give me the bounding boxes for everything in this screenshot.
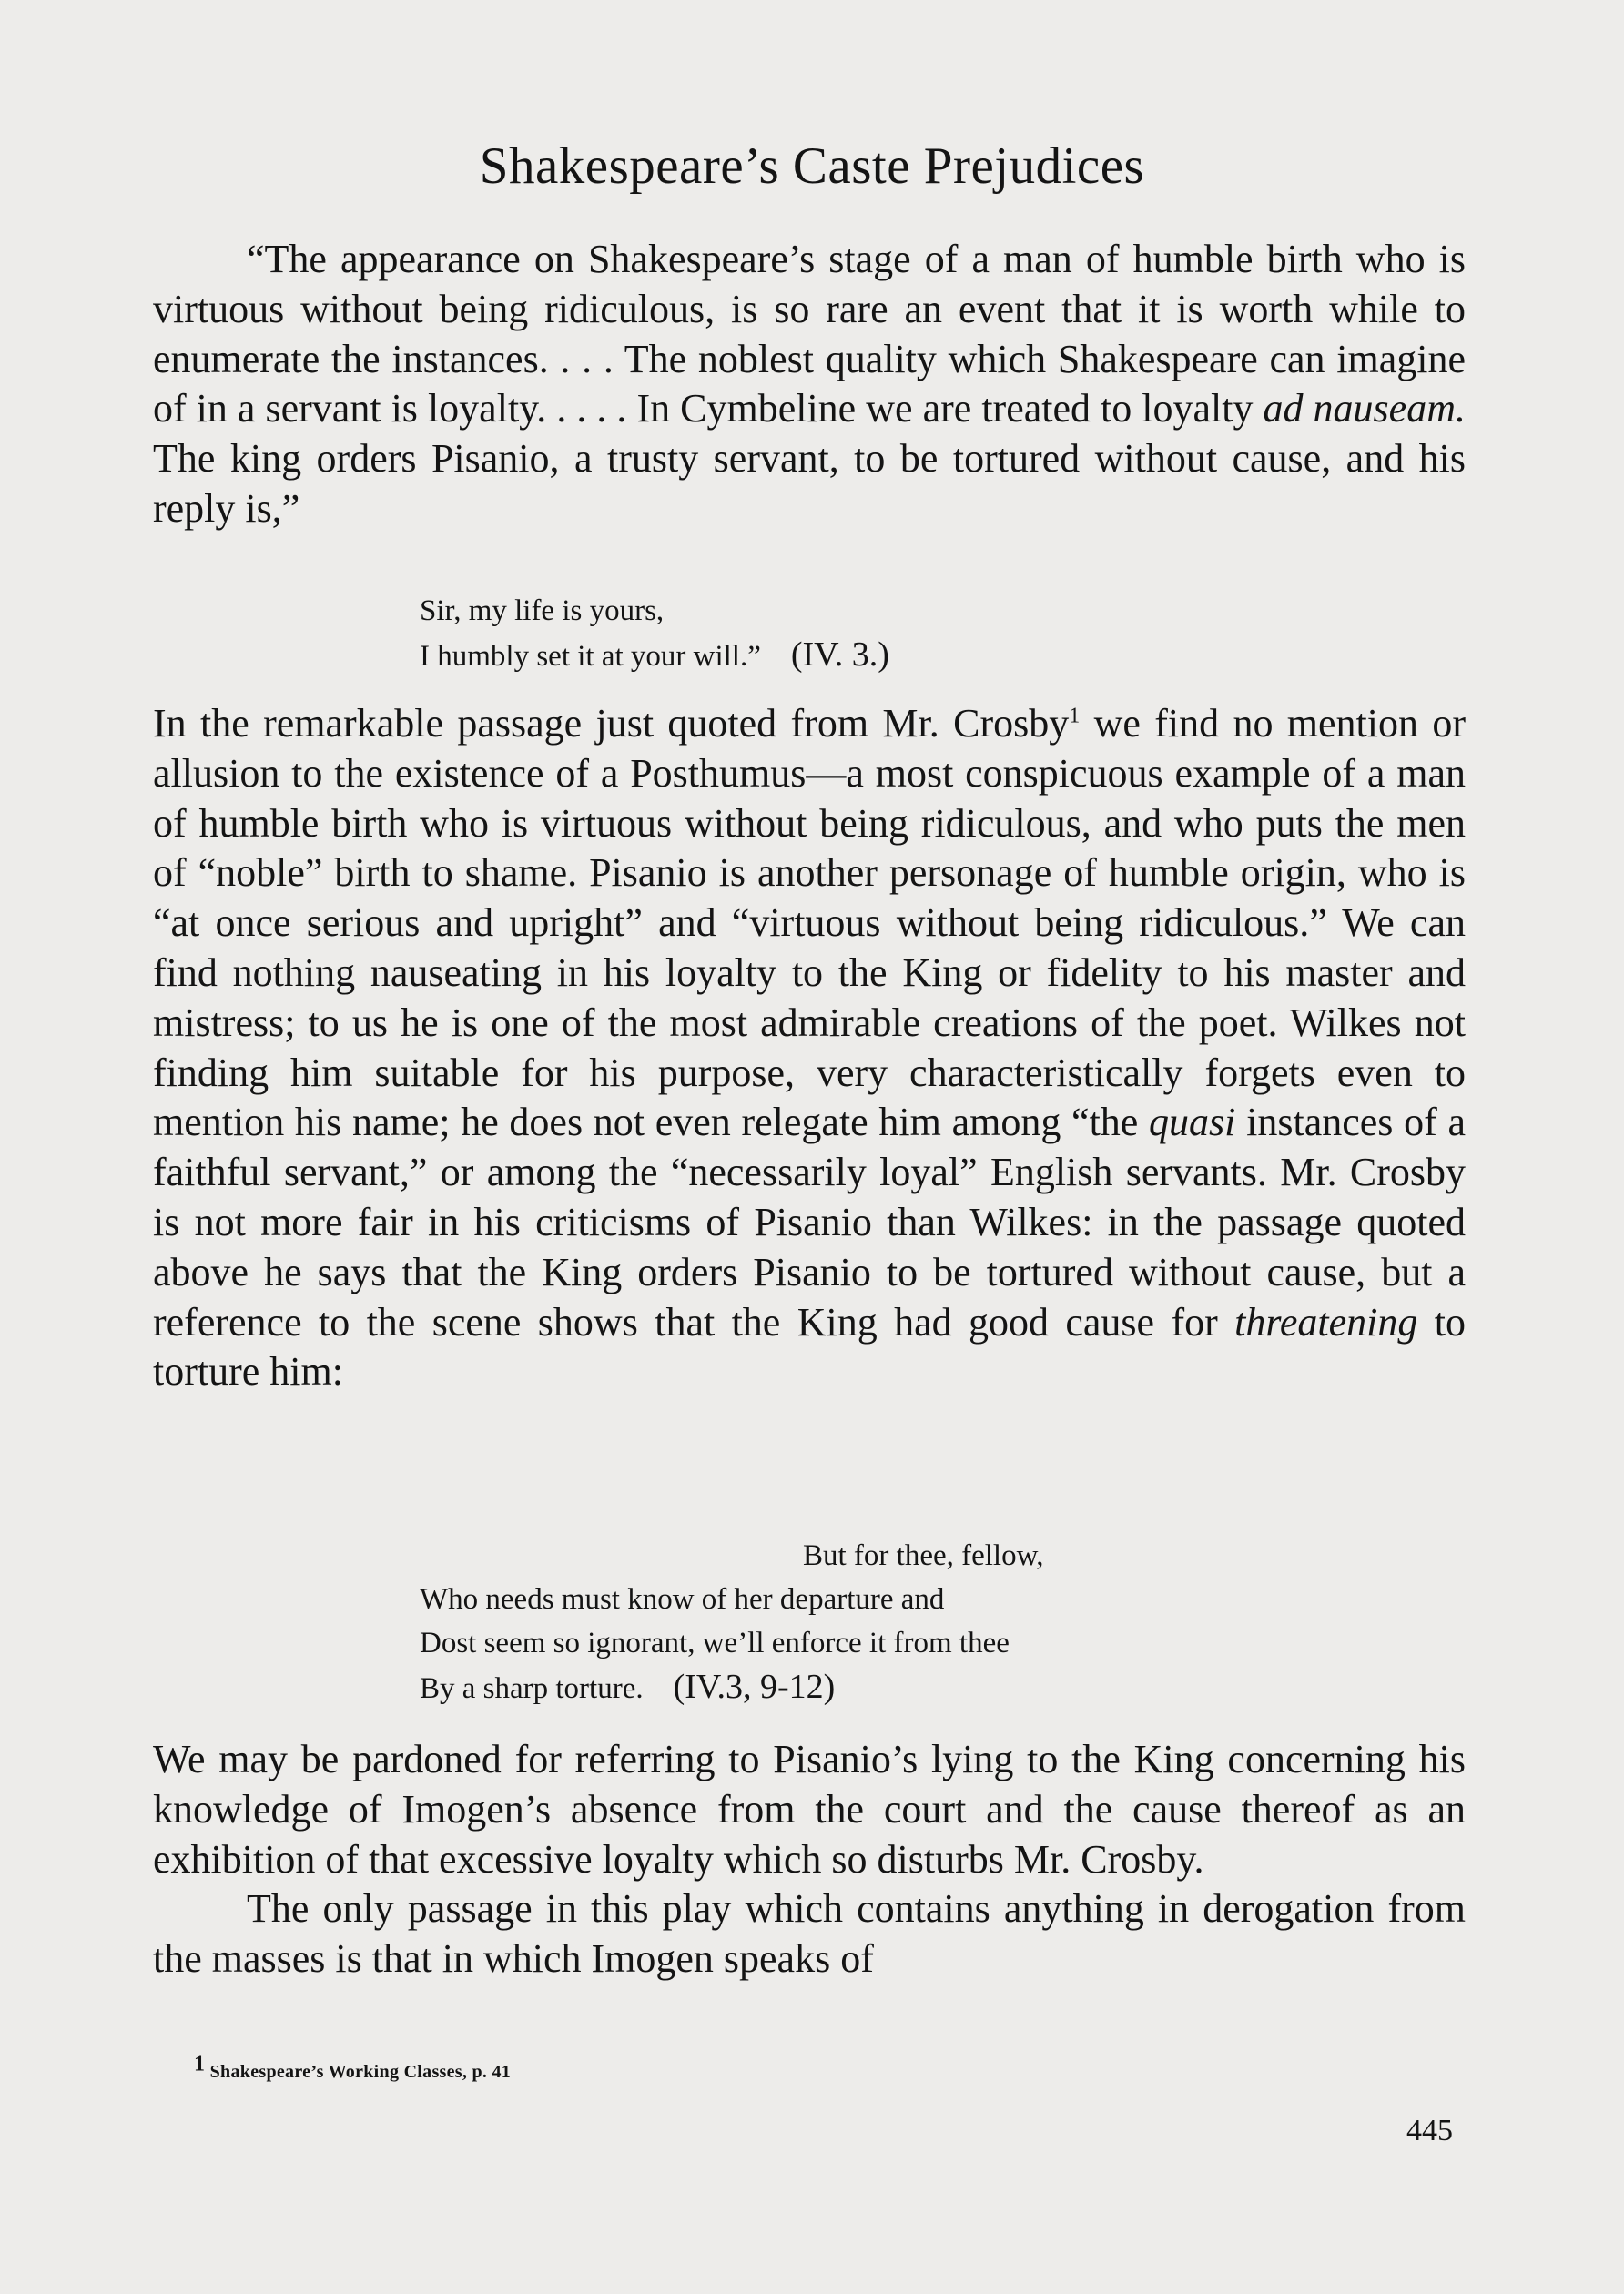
quote-text: “The appearance on Shakespeare’s stage of a man of humble birth who is virtuous without being ridiculous, is so rare an event that it is worth while to enumerate the instances. . . . The noblest quality which Shakespeare can imagine of in a servant is loyalty. . . . . In Cymbeline we are treated to loyalty [153, 237, 1466, 431]
closing-paragraphs [153, 1735, 1466, 1984]
italic-phrase: ad nauseam. [1263, 386, 1466, 431]
body-paragraph: The only passage in this play which contains anything in derogation from the masses is that in which Imogen speaks of [153, 1886, 1466, 1982]
body-paragraph: We may be pardoned for referring to Pisanio’s lying to the King concerning his knowledge of Imogen’s absence from the court and the cause thereof as an exhibition of that excessive loyalty which so disturbs Mr. Crosby. [153, 1737, 1466, 1882]
footnote [194, 2052, 512, 2083]
verse-reference: (IV.3, 9-12) [673, 1668, 836, 1706]
verse-quote-1 [420, 589, 889, 678]
verse-line: But for thee, fellow, [803, 1539, 1044, 1572]
verse-reference: (IV. 3.) [790, 635, 889, 674]
verse-quote-2 [420, 1534, 1044, 1710]
verse-line: Who needs must know of her departure and [420, 1583, 945, 1616]
italic-word: quasi [1149, 1100, 1236, 1145]
page-number: 445 [1406, 2114, 1453, 2147]
body-paragraph: In the remarkable passage just quoted from Mr. Crosby$^1$ we find no mention or allusion to the existence of a Posthumus—a most conspicuous example of a man of humble birth who is virtuous without being ridiculous, and who puts the men of “noble” birth to shame. Pisanio is another personage of humble origin, who is “at once serious and upright” and “virtuous without being ridiculous.” We can find nothing nauseating in his loyalty to the King or fidelity to his master and mistress; to us he is one of the most admirable creations of the poet. Wilkes not finding him suitable for his purpose, very characteristically forgets even to mention his name; he does not even relegate him among “the quasi instances of a faithful servant,” or among the “necessarily loyal” English servants. Mr. Crosby is not more fair in his criticisms of Pisanio than Wilkes: in the passage quoted above he says that the King orders Pisanio to be tortured without cause, but a reference to the scene shows that the King had good cause for threatening to torture him: [153, 701, 1467, 1395]
footnote-marker: 1 [1069, 704, 1081, 728]
verse-line: By a sharp torture. (IV.3, 9-12) [420, 1668, 836, 1706]
footnote-marker: 1 [194, 2052, 206, 2076]
page-title: Shakespeare’s Caste Prejudices [479, 137, 1145, 195]
verse-line: I humbly set it at your will.” (IV. 3.) [420, 635, 889, 674]
italic-word: threatening [1234, 1299, 1418, 1345]
verse-line: Sir, my life is yours, [420, 594, 665, 627]
quote-text: The king orders Pisanio, a trusty servant, to be tortured without cause, and his reply is,” [153, 436, 1466, 531]
opening-quote-paragraph [153, 235, 1466, 534]
footnote-text: Shakespeare’s Working Classes, p. 41 [209, 2062, 512, 2082]
verse-line: Dost seem so ignorant, we’ll enforce it from thee [420, 1627, 1010, 1660]
